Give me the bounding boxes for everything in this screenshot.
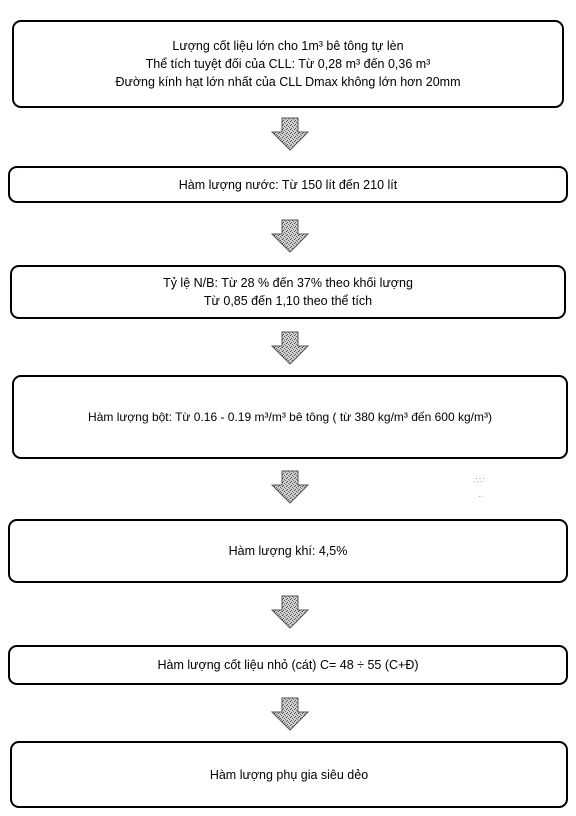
flow-step-5-line-1: Hàm lượng khí: 4,5%: [228, 544, 348, 558]
flow-step-1-line-3: Đường kính hạt lớn nhất của CLL Dmax không lớn hơn 20mm: [115, 75, 461, 89]
flow-step-3-line-2: Từ 0,85 đến 1,10 theo thể tích: [203, 294, 373, 308]
scan-speck: ∴∵: [474, 476, 485, 485]
down-arrow-icon: [270, 470, 310, 504]
flow-step-3: [10, 265, 566, 319]
down-arrow-icon: [270, 117, 310, 151]
down-arrow-icon: [270, 697, 310, 731]
flow-step-3-line-1: Tỷ lệ N/B: Từ 28 % đến 37% theo khối lượng: [163, 276, 413, 290]
down-arrow-icon: [270, 331, 310, 365]
flow-step-1: [12, 20, 564, 108]
flow-step-7: [10, 741, 568, 808]
flow-step-2-line-1: Hàm lượng nước: Từ 150 lít đến 210 lít: [178, 177, 398, 192]
flow-step-4-line-1: Hàm lượng bột: Từ 0.16 - 0.19 m³/m³ bê tông ( từ 380 kg/m³ đến 600 kg/m³): [88, 410, 492, 424]
down-arrow-icon: [270, 219, 310, 253]
flow-step-4: [12, 375, 568, 459]
flow-step-1-line-1: Lượng cốt liệu lớn cho 1m³ bê tông tự lèn: [172, 39, 404, 53]
flow-step-2: [8, 166, 568, 203]
flow-step-6-line-1: Hàm lượng cốt liệu nhỏ (cát) C= 48 ÷ 55 (C+Đ): [157, 658, 419, 672]
flow-step-6: [8, 645, 568, 685]
scan-speck: ··: [478, 492, 484, 501]
flow-step-1-line-2: Thể tích tuyệt đối của CLL: Từ 0,28 m³ đến 0,36 m³: [145, 57, 431, 71]
flow-step-7-line-1: Hàm lượng phụ gia siêu dẻo: [209, 767, 369, 782]
down-arrow-icon: [270, 595, 310, 629]
flow-step-5: [8, 519, 568, 583]
